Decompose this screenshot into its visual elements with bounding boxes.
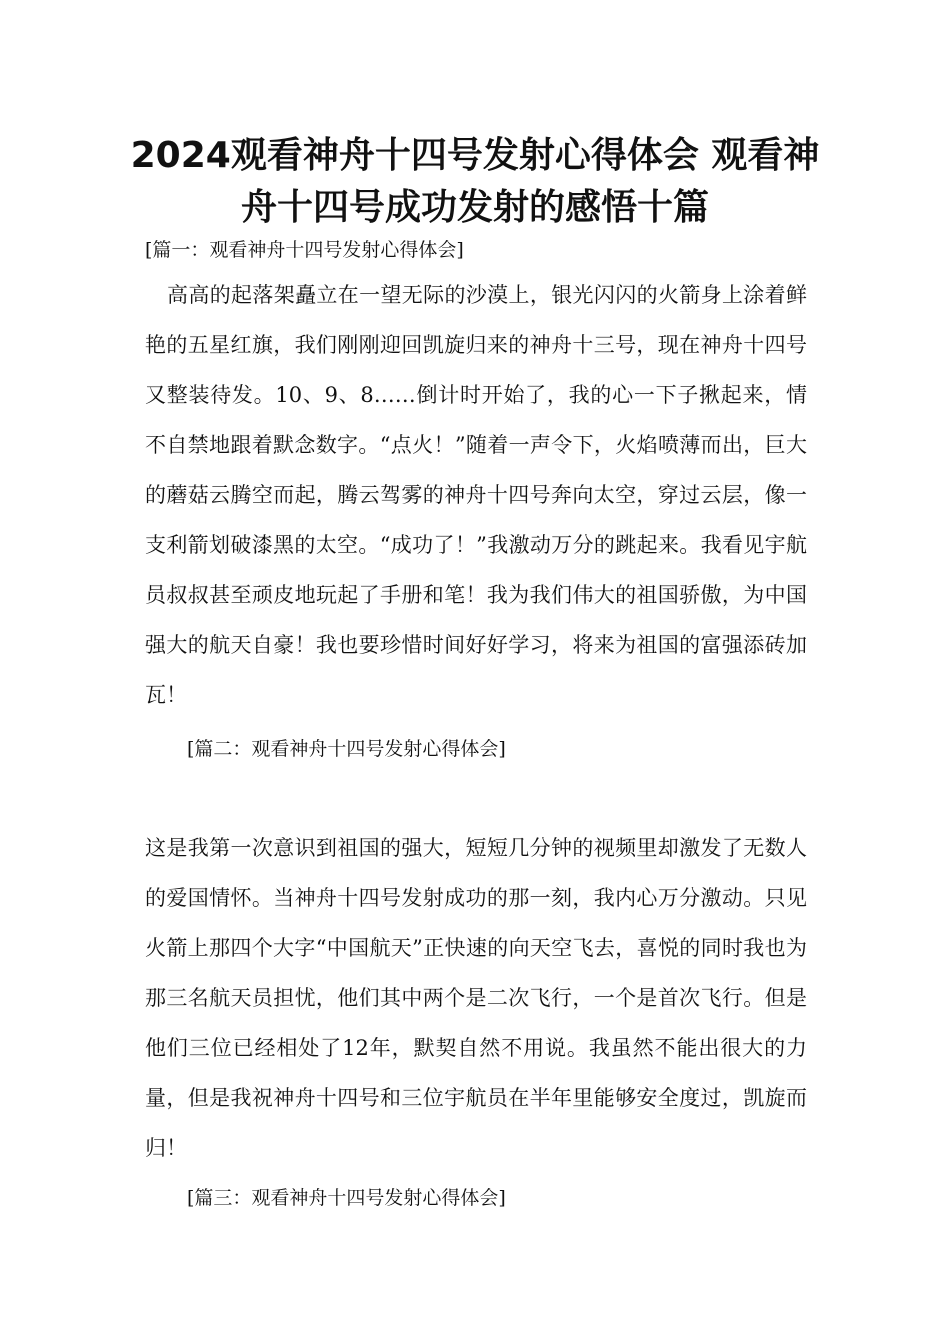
section-1-body: 高高的起落架矗立在一望无际的沙漠上，银光闪闪的火箭身上涂着鲜艳的五星红旗，我们刚刚迎回凯旋归来的神舟十三号，现在神舟十四号又整装待发。10、9、8……倒计时开始了，我的心一下子揪起来，情不自禁地跟着默念数字。“点火！”随着一声令下，火焰喷薄而出，巨大的蘑菇云腾空而起，腾云驾雾的神舟十四号奔向太空，穿过云层，像一支利箭划破漆黑的太空。“成功了！”我激动万分的跳起来。我看见宇航员叔叔甚至顽皮地玩起了手册和笔！我为我们伟大的祖国骄傲，为中国强大的航天自豪！我也要珍惜时间好好学习，将来为祖国的富强添砖加瓦！: [145, 283, 807, 707]
section-1-label: [篇一：观看神舟十四号发射心得体会]: [145, 239, 464, 261]
section-2-body: 这是我第一次意识到祖国的强大，短短几分钟的视频里却激发了无数人的爱国情怀。当神舟十四号发射成功的那一刻，我内心万分激动。只见火箭上那四个大字“中国航天”正快速的向天空飞去，喜悦的同时我也为那三名航天员担忧，他们其中两个是二次飞行，一个是首次飞行。但是他们三位已经相处了12年，默契自然不用说。我虽然不能出很大的力量，但是我祝神舟十四号和三位宇航员在半年里能够安全度过，凯旋而归！: [145, 836, 807, 1160]
document-title: 2024观看神舟十四号发射心得体会 观看神舟十四号成功发射的感悟十篇: [130, 135, 820, 228]
section-3-label: [篇三：观看神舟十四号发射心得体会]: [187, 1187, 506, 1209]
section-2-label: [篇二：观看神舟十四号发射心得体会]: [187, 738, 506, 760]
